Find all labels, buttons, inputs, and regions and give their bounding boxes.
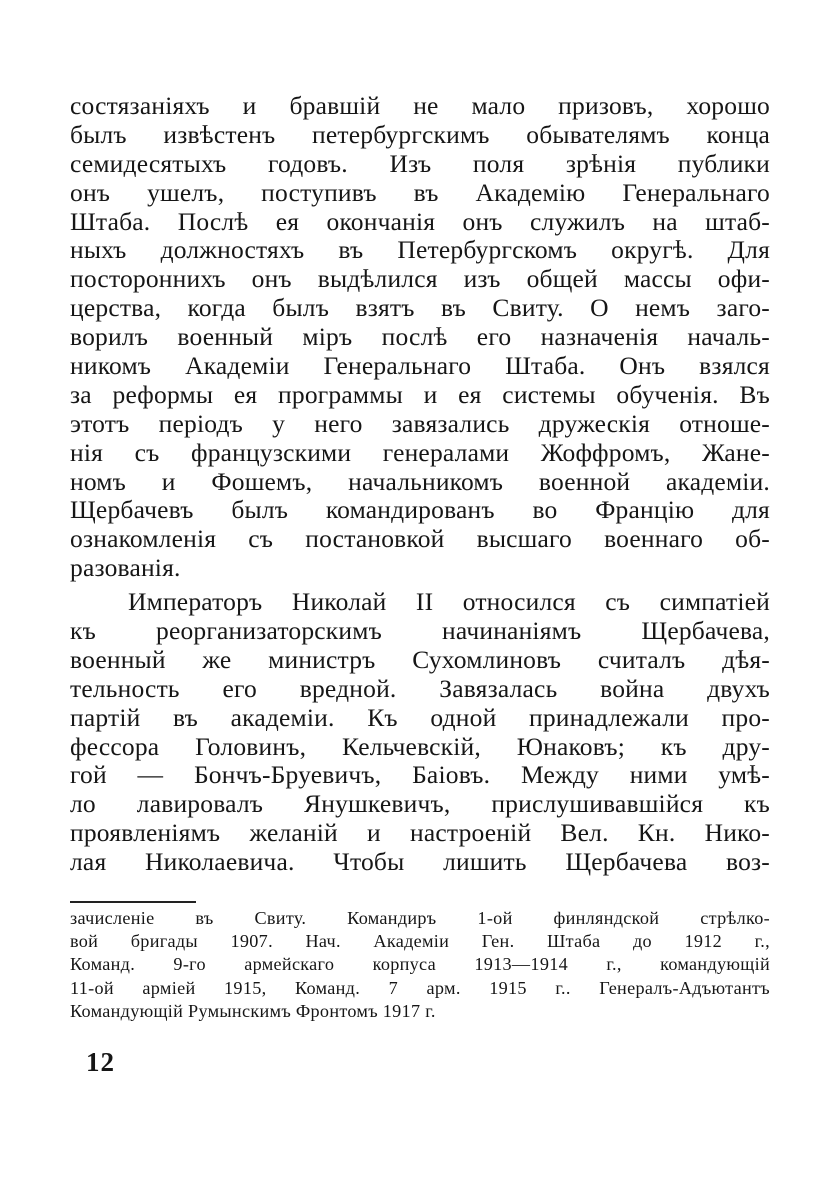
text-line: никомъ Академіи Генеральнаго Штаба. Онъ взялся xyxy=(70,351,770,381)
footnote-divider xyxy=(70,901,196,903)
text-line: состязаніяхъ и бравшій не мало призовъ, хорошо xyxy=(70,91,770,120)
text-line: этотъ періодъ у него завязались дружескія отноше- xyxy=(70,408,770,438)
text-line: Штаба. Послѣ ея окончанія онъ служилъ на штаб- xyxy=(70,206,770,236)
text-line: проявленіямъ желаній и настроеній Вел. Кн. Нико- xyxy=(70,818,770,848)
footnote-line: Командующій Румынскимъ Фронтомъ 1917 г. xyxy=(70,1000,436,1021)
text-line: былъ извѣстенъ петербургскимъ обывателямъ конца xyxy=(70,119,770,149)
text-line: ознакомленія съ постановкой высшаго военнаго об- xyxy=(70,524,770,554)
text-line: гой — Бончъ-Бруевичъ, Баіовъ. Между ними умѣ- xyxy=(70,760,770,790)
page-number: 12 xyxy=(86,1047,115,1077)
main-text xyxy=(70,92,770,877)
text-line: Щербачевъ былъ командированъ во Францію для xyxy=(70,495,770,525)
text-line: номъ и Фошемъ, начальникомъ военной академіи. xyxy=(70,466,770,496)
footnote-line: 11-ой арміей 1915, Команд. 7 арм. 1915 г.. Генералъ-Адъютантъ xyxy=(70,977,770,998)
text-line: военный же министръ Сухомлиновъ считалъ дѣя- xyxy=(70,644,770,674)
text-line: за реформы ея программы и ея системы обученія. Въ xyxy=(70,379,770,409)
text-line: разованія. xyxy=(70,553,181,583)
text-line: семидесятыхъ годовъ. Изъ поля зрѣнія публики xyxy=(70,148,770,178)
text-line: фессора Головинъ, Кельчевскій, Юнаковъ; къ дру- xyxy=(70,731,770,761)
footnote-line: вой бригады 1907. Нач. Академіи Ген. Штаба до 1912 г., xyxy=(70,931,770,952)
text-line: нія съ французскими генералами Жоффромъ, Жане- xyxy=(70,437,770,467)
footnote xyxy=(70,907,770,1023)
text-line: тельность его вредной. Завязалась война двухъ xyxy=(70,673,770,703)
text-line: Императоръ Николай II относился съ симпатіей xyxy=(128,587,770,617)
footnote-line: зачисленіе въ Свиту. Командиръ 1-ой финляндской стрѣлко- xyxy=(70,908,770,928)
paragraph-2 xyxy=(70,588,770,877)
text-line: къ реорганизаторскимъ начинаніямъ Щербачева, xyxy=(70,616,770,646)
text-line: церства, когда былъ взятъ въ Свиту. О немъ заго- xyxy=(70,293,770,323)
text-line: ворилъ военный міръ послѣ его назначенія началь- xyxy=(70,322,770,352)
footnote-line: Команд. 9-го армейскаго корпуса 1913—1914 г., командующій xyxy=(70,954,770,975)
paragraph-1 xyxy=(70,92,770,583)
page-body xyxy=(70,92,770,877)
text-line: ныхъ должностяхъ въ Петербургскомъ округѣ. Для xyxy=(70,235,770,265)
text-line: лая Николаевича. Чтобы лишить Щербачева воз- xyxy=(70,847,770,877)
text-line: постороннихъ онъ выдѣлился изъ общей массы офи- xyxy=(70,264,770,294)
text-line: партій въ академіи. Къ одной принадлежали про- xyxy=(70,702,770,732)
text-line: ло лавировалъ Янушкевичъ, прислушивавшійся къ xyxy=(70,789,770,819)
text-line: онъ ушелъ, поступивъ въ Академію Генеральнаго xyxy=(70,177,770,207)
